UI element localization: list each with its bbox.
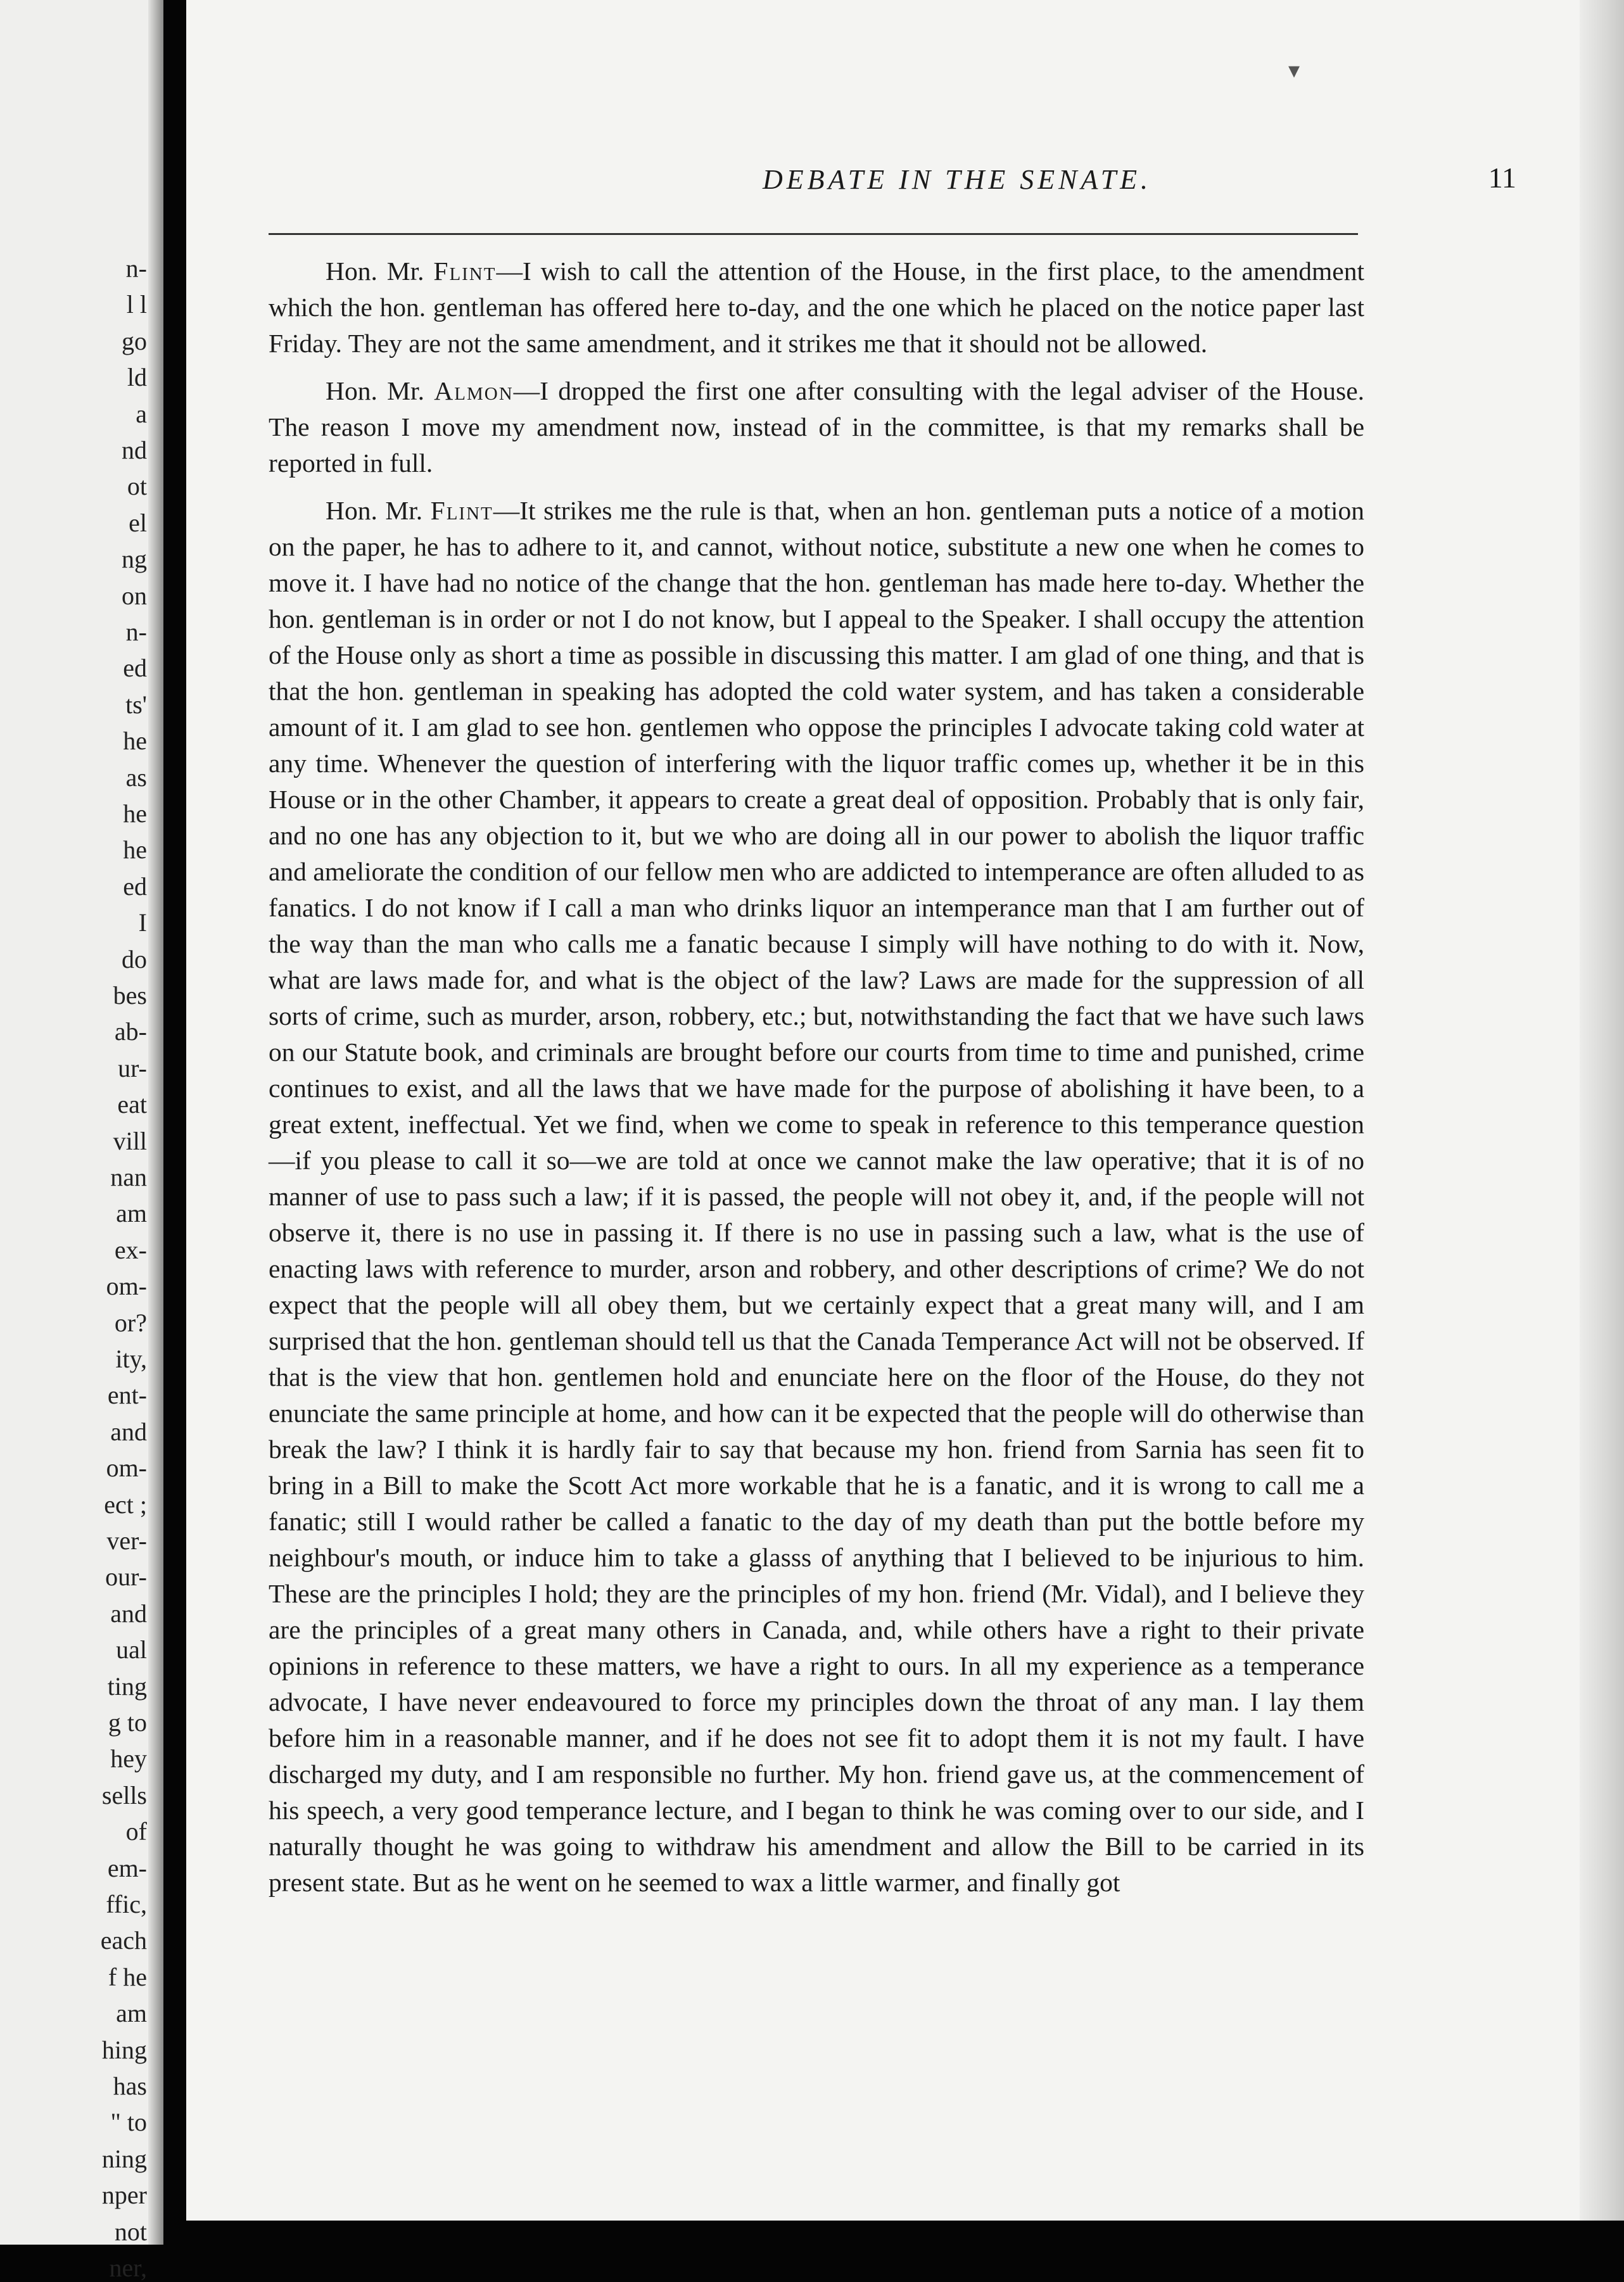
facing-page-fragment: ting xyxy=(107,1671,147,1701)
speaker-prefix: Hon. Mr. xyxy=(326,257,434,286)
facing-page-fragment: sells xyxy=(101,1780,147,1810)
facing-page-fragment: l l xyxy=(126,290,147,319)
speech-text: —I dropped the first one after consulting with the legal adviser of the House. The reason I move my amendment now, instead of in the committee, is that my remarks shall be reported in full. xyxy=(269,376,1364,478)
facing-page-fragment: ed xyxy=(123,872,147,901)
body-text xyxy=(269,253,1364,1912)
facing-page-fragment: ld xyxy=(127,363,147,392)
facing-page-fragment: f he xyxy=(108,1962,147,1991)
speaker-prefix: Hon. Mr. xyxy=(326,496,431,525)
facing-page-fragment: our- xyxy=(105,1563,147,1592)
facing-page-fragment: ffic, xyxy=(106,1890,147,1918)
speech-paragraph-flint-1 xyxy=(269,253,1364,362)
facing-page-fragment: ex- xyxy=(114,1235,147,1264)
facing-page-fragment: has xyxy=(113,2072,147,2100)
facing-page-fragment: " to xyxy=(110,2108,147,2137)
facing-page-fragment: am xyxy=(116,1999,147,2028)
facing-page-fragment: ur- xyxy=(118,1053,147,1082)
facing-page-fragment: eat xyxy=(117,1090,147,1119)
facing-page-fragment: hing xyxy=(101,2035,147,2064)
facing-page-fragment: ed xyxy=(123,654,147,683)
facing-page-fragment: a xyxy=(136,399,147,428)
speech-text: —I wish to call the attention of the House, in the first place, to the amendment which the hon. gentleman has offered here to-day, and the one which he placed on the notice paper last Friday. They are not the same amendment, and it strikes me that it should not be allowed. xyxy=(269,257,1364,358)
header-rule xyxy=(269,233,1358,235)
facing-page-fragment: he xyxy=(123,835,147,865)
facing-page-fragment: not xyxy=(114,2217,147,2246)
facing-page-fragment: as xyxy=(125,763,147,792)
facing-page-left xyxy=(0,0,163,2282)
facing-page-fragment: ts' xyxy=(125,690,147,719)
facing-page-fragment: ot xyxy=(127,472,147,501)
facing-page-fragment: n- xyxy=(125,254,147,282)
facing-page-fragment: ent- xyxy=(107,1381,147,1410)
speaker-name: Flint xyxy=(430,496,493,525)
facing-page-fragment: ab- xyxy=(114,1017,147,1046)
facing-page-fragment: nper xyxy=(101,2181,147,2210)
speech-paragraph-flint-2 xyxy=(269,493,1364,1901)
speaker-name: Flint xyxy=(433,257,497,286)
facing-page-fragment: bes xyxy=(113,981,147,1010)
facing-page-fragment: ver- xyxy=(106,1526,147,1555)
facing-page-fragment: vill xyxy=(113,1126,147,1155)
facing-page-fragment: ity, xyxy=(115,1345,147,1373)
facing-page-fragment: el xyxy=(129,508,147,537)
facing-page-fragment: of xyxy=(125,1817,147,1846)
page-header xyxy=(395,163,1516,214)
facing-page-fragment: am xyxy=(116,1199,147,1228)
facing-page-fragment: nd xyxy=(122,436,147,464)
facing-page-fragment: each xyxy=(100,1926,147,1955)
facing-page-fragment: ng xyxy=(122,545,147,574)
speaker-prefix: Hon. Mr. xyxy=(326,376,435,405)
facing-page-fragment: I xyxy=(138,908,147,937)
facing-page-fragment: em- xyxy=(107,1853,147,1882)
facing-page-fragment: do xyxy=(122,944,147,973)
page-edge xyxy=(1580,0,1624,2221)
speech-paragraph-almon xyxy=(269,373,1364,481)
book-spine xyxy=(148,0,163,2245)
facing-page-fragment: and xyxy=(110,1599,147,1628)
speech-text: —It strikes me the rule is that, when an hon. gentleman puts a notice of a motion on the paper, he has to adhere to it, and cannot, without notice, substitute a new one when he comes to move it. I have had no notice of the change that the hon. gentleman has made here to-day. Whether the hon. gentleman is in order or not I do not know, but I appeal to the Speaker. I shall occupy the attention of the House only as short a time as possible in discussing this matter. I am glad of one thing, and that is that the hon. gentleman in speaking has adopted the cold water system, and has taken a considerable amount of it. I am glad to see hon. gentlemen who oppose the principles I advocate taking cold water at any time. Whenever the question of interfering with the liquor traffic comes up, whether it be in this House or in the other Chamber, it appears to create a great deal of opposition. Probably that is only fair, and no one has any objection to it, but we who are doing all in our power to abolish the liquor traffic and ameliorate the condition of our fellow men who are addicted to intemperance are often alluded to as fanatics. I do not know if I call a man who drinks liquor an intemperance man that I am further out of the way than the man who calls me a fanatic because I simply will have nothing to do with it. Now, what are laws made for, and what is the object of the law? Laws are made for the suppression of all sorts of crime, such as murder, arson, robbery, etc.; but, notwithstanding the fact that we have such laws on our Statute book, and criminals are brought before our courts from time to time and punished, crime continues to exist, and all the laws that we have made for the purpose of abolishing it have been, to a great extent, ineffectual. Yet we find, when we come to speak in reference to this temperance question—if you please to call it so—we are told at once we cannot make the law operative; that it is of no manner of use to pass such a law; if it is passed, the people will not obey it, and, if the people will not observe it, there is no use in passing it. If there is no use in passing such a law, what is the use of enacting laws with reference to murder, arson and robbery, and other descriptions of crime? We do not expect that the people will all obey them, but we certainly expect that a great many will, and I am surprised that the hon. gentleman should tell us that the Canada Temperance Act will not be observed. If that is the view that hon. gentlemen hold and enunciate here on the floor of the House, do they not enunciate the same principle at home, and how can it be expected that the people will do otherwise than break the law? I think it is hardly fair to say that because my hon. friend from Sarnia has seen fit to bring in a Bill to make the Scott Act more workable that he is a fanatic, and it is wrong to call me a fanatic; still I would rather be called a fanatic to the day of my death than put the bottle before my neighbour's mouth, or induce him to take a glasss of anything that I believed to be injurious to him. These are the principles I hold; they are the principles of my hon. friend (Mr. Vidal), and I believe they are the principles of a great many others in Canada, and, while others have a right to their private opinions in reference to these matters, we have a right to ours. In all my experience as a temperance advocate, I have never endeavoured to force my principles down the throat of any man. I lay them before him in a reasonable manner, and if he does not see fit to adopt them it is not my fault. I have discharged my duty, and I am responsible no further. My hon. friend gave us, at the commencement of his speech, a very good temperance lecture, and I began to think he was coming over to our side, and I naturally thought he was going to withdraw his amendment and allow the Bill to be carried in its present state. But as he went on he seemed to wax a little warmer, and finally got xyxy=(269,496,1364,1897)
facing-page-fragment: nan xyxy=(110,1163,147,1191)
facing-page-fragment: hey xyxy=(110,1744,147,1773)
facing-page-fragment: ect ; xyxy=(104,1490,147,1519)
facing-page-fragment: ual xyxy=(116,1635,147,1664)
facing-page-fragment: g to xyxy=(108,1708,147,1737)
facing-page-fragment: on xyxy=(122,581,147,610)
facing-page-fragment: ner, xyxy=(109,2253,147,2282)
speaker-name: Almon xyxy=(434,376,514,405)
facing-page-fragment: go xyxy=(122,326,147,355)
facing-page-fragment: om- xyxy=(106,1272,147,1301)
facing-page-fragment: ning xyxy=(101,2144,147,2173)
facing-page-fragment: or? xyxy=(114,1308,147,1337)
running-head: DEBATE IN THE SENATE. xyxy=(763,164,1152,195)
facing-page-fragment: and xyxy=(110,1417,147,1446)
page-number: 11 xyxy=(1488,162,1516,194)
ink-speck: ▾ xyxy=(1288,58,1300,83)
facing-page-fragment: om- xyxy=(106,1454,147,1483)
facing-page-fragment: n- xyxy=(125,618,147,646)
facing-page-fragment: he xyxy=(123,799,147,828)
facing-page-fragment: he xyxy=(123,726,147,756)
document-page xyxy=(186,0,1624,2221)
